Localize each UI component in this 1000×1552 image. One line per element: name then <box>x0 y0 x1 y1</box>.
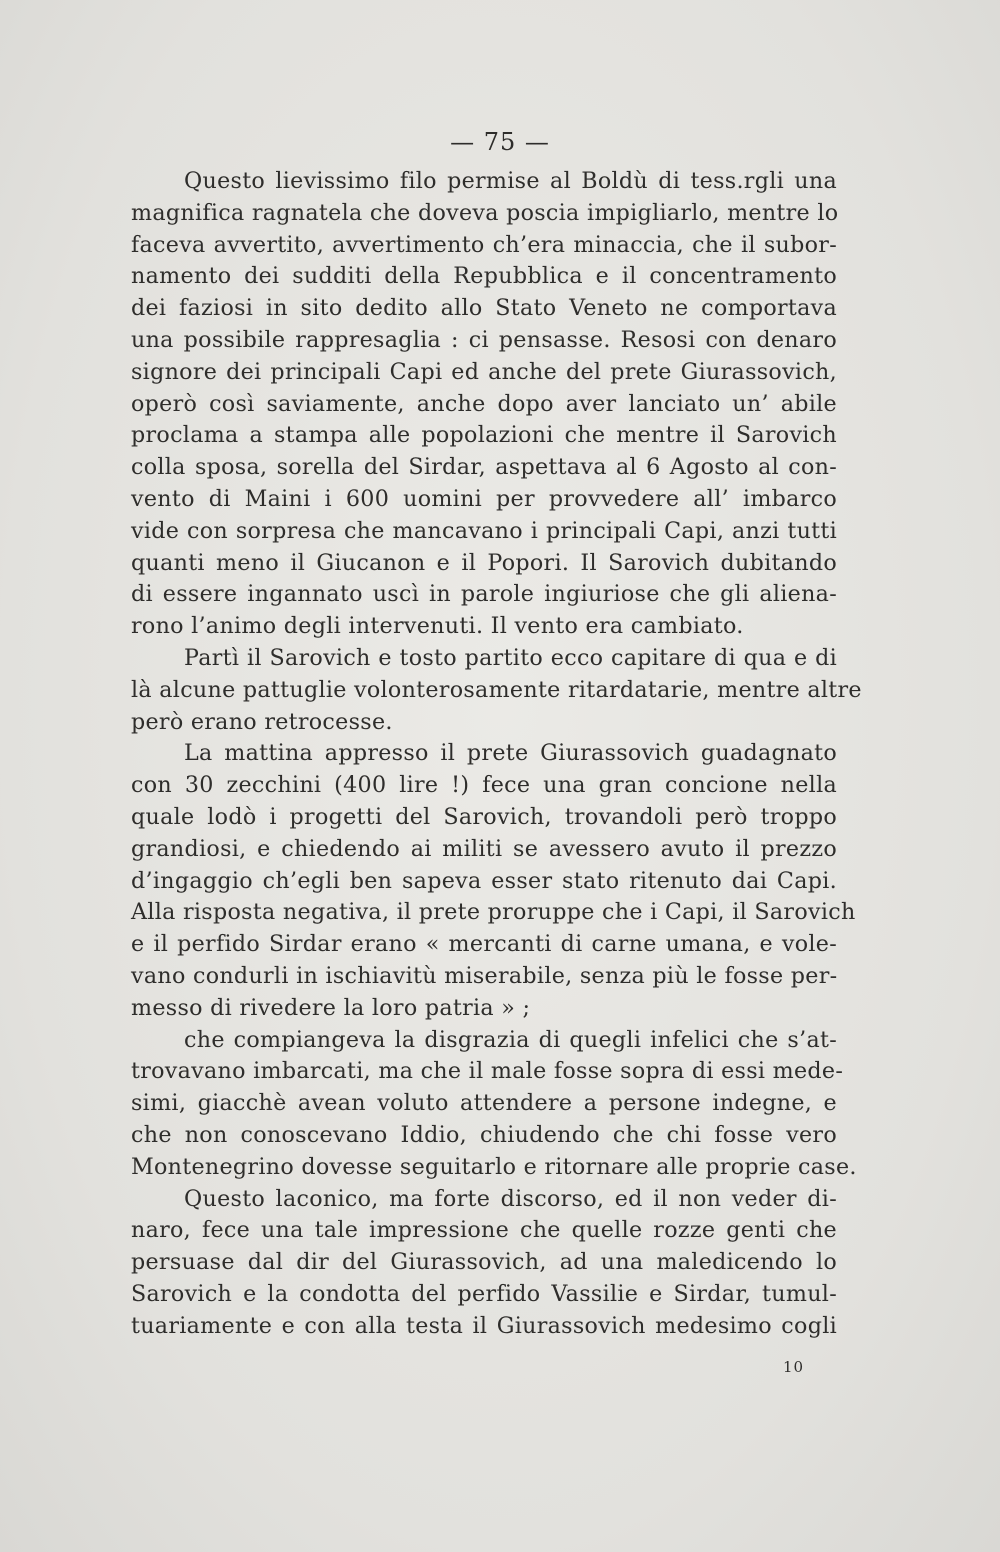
text-line: Sarovich e la condotta del perfido Vassilie e Sirdar, tumul- <box>131 1280 837 1307</box>
text-line: che compiangeva la disgrazia di quegli infelici che s’at- <box>184 1026 837 1053</box>
text-line: vide con sorpresa che mancavano i principali Capi, anzi tutti <box>131 517 837 544</box>
text-line: tuariamente e con alla testa il Giurassovich medesimo cogli <box>131 1312 837 1339</box>
text-line: messo di rivedere la loro patria » ; <box>131 994 531 1021</box>
text-line: dei faziosi in sito dedito allo Stato Veneto ne comportava <box>131 295 837 322</box>
text-line: che non conoscevano Iddio, chiudendo che chi fosse vero <box>131 1121 837 1148</box>
text-line: Partì il Sarovich e tosto partito ecco capitare di qua e di <box>184 644 837 671</box>
text-line: naro, fece una tale impressione che quelle rozze genti che <box>131 1217 837 1244</box>
text-line: persuase dal dir del Giurassovich, ad una maledicendo lo <box>131 1249 837 1276</box>
text-line: La mattina appresso il prete Giurassovich guadagnato <box>184 740 837 767</box>
text-line: quale lodò i progetti del Sarovich, trovandoli però troppo <box>131 803 837 830</box>
text-line: Alla risposta negativa, il prete proruppe che i Capi, il Sarovich <box>131 899 856 926</box>
text-line: Questo lievissimo filo permise al Boldù di tess.rgli una <box>184 168 837 194</box>
text-line: di essere ingannato uscì in parole ingiuriose che gli aliena- <box>131 581 837 608</box>
text-line: però erano retrocesse. <box>131 708 393 735</box>
text-line: vento di Maini i 600 uomini per provvedere all’ imbarco <box>131 485 837 512</box>
text-line: proclama a stampa alle popolazioni che mentre il Sarovich <box>131 422 837 449</box>
text-line: e il perfido Sirdar erano « mercanti di carne umana, e vole- <box>131 931 837 958</box>
text-line: trovavano imbarcati, ma che il male fosse sopra di essi mede- <box>131 1058 844 1085</box>
text-line: grandiosi, e chiedendo ai militi se avessero avuto il prezzo <box>131 835 837 862</box>
page-number: — 75 — <box>450 128 550 156</box>
text-line: vano condurli in ischiavitù miserabile, senza più le fosse per- <box>131 962 838 989</box>
text-line: là alcune pattuglie volonterosamente ritardatarie, mentre altre <box>131 676 862 703</box>
text-line: faceva avvertito, avvertimento ch’era minaccia, che il subor- <box>131 231 837 258</box>
text-line: colla sposa, sorella del Sirdar, aspettava al 6 Agosto al con- <box>131 454 837 481</box>
text-line: namento dei sudditi della Repubblica e il concentramento <box>131 263 837 290</box>
text-line: signore dei principali Capi ed anche del prete Giurassovich, <box>131 358 837 385</box>
text-line: simi, giacchè avean voluto attendere a persone indegne, e <box>131 1090 837 1117</box>
text-line: una possibile rappresaglia : ci pensasse. Resosi con denaro <box>131 326 837 353</box>
text-line: quanti meno il Giucanon e il Popori. Il Sarovich dubitando <box>131 549 837 576</box>
text-line: d’ingaggio ch’egli ben sapeva esser stato ritenuto dai Capi. <box>131 867 837 894</box>
text-line: Questo laconico, ma forte discorso, ed il non veder di- <box>184 1185 837 1212</box>
text-line: Montenegrino dovesse seguitarlo e ritornare alle proprie case. <box>131 1153 857 1180</box>
text-line: operò così saviamente, anche dopo aver lanciato un’ abile <box>131 390 837 417</box>
signature-mark: 10 <box>783 1358 805 1376</box>
text-line: rono l’animo degli intervenuti. Il vento era cambiato. <box>131 613 744 640</box>
text-line: con 30 zecchini (400 lire !) fece una gran concione nella <box>131 772 837 799</box>
text-line: magnifica ragnatela che doveva poscia impigliarlo, mentre lo <box>131 199 839 226</box>
body-text <box>131 166 862 1342</box>
